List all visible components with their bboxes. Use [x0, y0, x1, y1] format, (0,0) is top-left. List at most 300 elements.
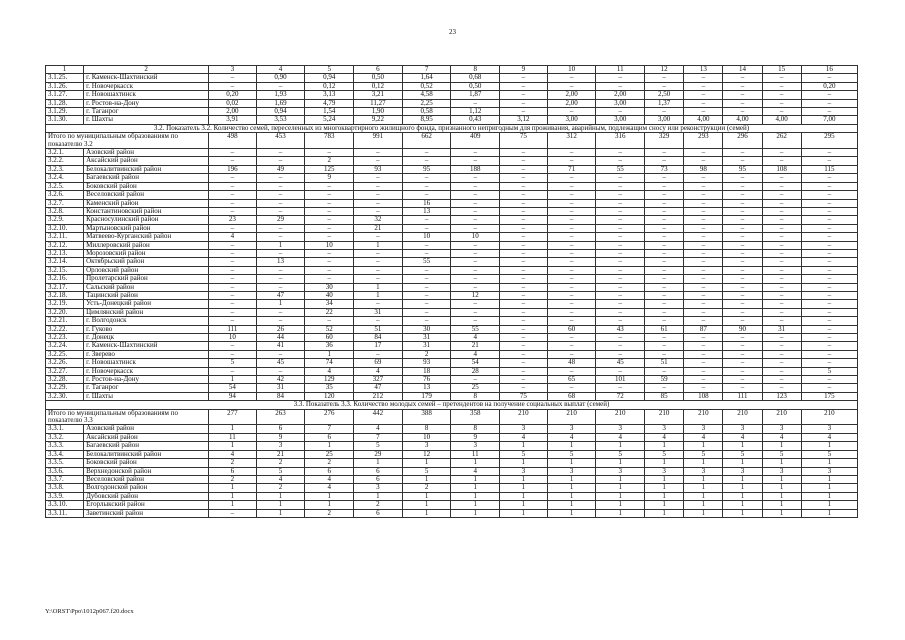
value-cell: 4 [209, 233, 257, 241]
municipality-cell: Сальский район [84, 283, 209, 291]
value-cell: – [762, 233, 801, 241]
value-cell: 95 [723, 165, 762, 173]
value-cell: – [500, 317, 548, 325]
value-cell: 25 [451, 384, 500, 392]
value-cell: – [354, 174, 403, 182]
value-cell: 212 [354, 392, 403, 400]
value-cell: – [305, 266, 354, 274]
value-cell: – [762, 350, 801, 358]
value-cell: 1 [596, 492, 645, 500]
row-number-cell: 3.3.11. [46, 509, 84, 517]
value-cell: 1 [723, 459, 762, 467]
indicator-table [45, 65, 858, 518]
municipality-cell: г. Таганрог [84, 384, 209, 392]
value-cell: 23 [209, 216, 257, 224]
file-path-footer: Y:\ORST\Ppo\1012p067.f20.docx [45, 608, 134, 615]
value-cell: 85 [645, 392, 684, 400]
value-cell: – [209, 82, 257, 90]
value-cell: 108 [762, 165, 801, 173]
page-number: 23 [449, 28, 456, 36]
value-cell: – [645, 241, 684, 249]
value-cell: 4,00 [762, 116, 801, 124]
table-row [46, 367, 858, 375]
municipality-cell: г. Ростов-на-Дону [84, 99, 209, 107]
municipality-cell: Егорлыкский район [84, 501, 209, 509]
value-cell: 13 [256, 258, 305, 266]
value-cell: – [684, 367, 723, 375]
value-cell: 51 [645, 359, 684, 367]
row-number-cell: 3.2.3. [46, 165, 84, 173]
value-cell: – [209, 367, 257, 375]
value-cell: – [256, 283, 305, 291]
value-cell: 4 [305, 367, 354, 375]
value-cell: – [500, 199, 548, 207]
value-cell: – [723, 291, 762, 299]
value-cell: 5 [645, 450, 684, 458]
value-cell: – [596, 350, 645, 358]
value-cell: – [256, 207, 305, 215]
municipality-cell: Волгодонской район [84, 484, 209, 492]
value-cell: – [500, 99, 548, 107]
value-cell: – [402, 300, 451, 308]
value-cell: 4 [354, 425, 403, 433]
value-cell: 61 [645, 325, 684, 333]
value-cell: – [645, 157, 684, 165]
value-cell: 6 [354, 509, 403, 517]
value-cell: – [451, 266, 500, 274]
value-cell: 1,12 [451, 108, 500, 116]
value-cell: 125 [305, 165, 354, 173]
value-cell: 47 [354, 384, 403, 392]
value-cell: – [723, 350, 762, 358]
value-cell: – [256, 249, 305, 257]
value-cell: – [684, 207, 723, 215]
value-cell: 3 [801, 425, 857, 433]
value-cell: 3,00 [596, 116, 645, 124]
column-number-cell: 13 [684, 66, 723, 74]
column-number-cell: 9 [500, 66, 548, 74]
value-cell: – [305, 258, 354, 266]
value-cell: – [596, 157, 645, 165]
value-cell: – [801, 291, 857, 299]
municipality-cell: г. Новочеркасск [84, 367, 209, 375]
value-cell: 10 [451, 233, 500, 241]
value-cell: – [801, 308, 857, 316]
value-cell: – [762, 174, 801, 182]
value-cell: 31 [762, 325, 801, 333]
municipality-cell: Красносулинский район [84, 216, 209, 224]
value-cell: – [256, 233, 305, 241]
value-cell: 98 [684, 165, 723, 173]
value-cell: – [596, 191, 645, 199]
value-cell: – [402, 317, 451, 325]
value-cell: – [402, 275, 451, 283]
value-cell: – [209, 509, 257, 517]
value-cell: – [209, 174, 257, 182]
value-cell: – [500, 308, 548, 316]
table-row [46, 149, 858, 157]
value-cell: 21 [354, 224, 403, 232]
row-number-cell: 3.2.11. [46, 233, 84, 241]
value-cell: – [209, 191, 257, 199]
value-cell: – [723, 182, 762, 190]
value-cell: 1 [305, 492, 354, 500]
row-number-cell: 3.2.29. [46, 384, 84, 392]
value-cell: 1 [451, 509, 500, 517]
value-cell: – [402, 249, 451, 257]
value-cell: 4 [354, 367, 403, 375]
row-number-cell: 3.2.22. [46, 325, 84, 333]
row-number-cell: 3.2.21. [46, 317, 84, 325]
value-cell: – [596, 275, 645, 283]
value-cell: 45 [256, 359, 305, 367]
value-cell: 1 [762, 501, 801, 509]
row-number-cell: 3.2.7. [46, 199, 84, 207]
value-cell: 1 [547, 509, 596, 517]
value-cell: – [209, 291, 257, 299]
value-cell: – [451, 249, 500, 257]
row-number-cell: 3.2.17. [46, 283, 84, 291]
row-number-cell: 3.2.2. [46, 157, 84, 165]
value-cell: – [256, 157, 305, 165]
value-cell: 5 [354, 442, 403, 450]
value-cell: – [596, 308, 645, 316]
value-cell: 129 [305, 376, 354, 384]
value-cell: – [500, 291, 548, 299]
table-row [46, 317, 858, 325]
value-cell: 3,00 [645, 116, 684, 124]
total-value-cell: 210 [596, 409, 645, 425]
value-cell: – [684, 91, 723, 99]
value-cell: 6 [354, 467, 403, 475]
value-cell: 0,58 [402, 108, 451, 116]
column-number-cell: 14 [723, 66, 762, 74]
value-cell: 3 [596, 425, 645, 433]
value-cell: – [801, 258, 857, 266]
value-cell: 111 [209, 325, 257, 333]
municipality-cell: Цимлянский район [84, 308, 209, 316]
value-cell: – [596, 182, 645, 190]
value-cell: – [354, 149, 403, 157]
value-cell: – [451, 258, 500, 266]
value-cell: 13 [402, 384, 451, 392]
total-value-cell: 296 [723, 133, 762, 149]
value-cell: 90 [723, 325, 762, 333]
value-cell: – [209, 317, 257, 325]
value-cell: 3 [547, 467, 596, 475]
value-cell: 1,37 [645, 99, 684, 107]
table-row [46, 199, 858, 207]
value-cell: 1 [547, 459, 596, 467]
value-cell: – [645, 233, 684, 241]
value-cell: 0,50 [354, 74, 403, 82]
value-cell: – [645, 182, 684, 190]
value-cell: – [645, 174, 684, 182]
table-row [46, 233, 858, 241]
municipality-cell: г. Ростов-на-Дону [84, 376, 209, 384]
value-cell: 1 [762, 509, 801, 517]
total-value-cell: 75 [500, 133, 548, 149]
value-cell: 3 [645, 467, 684, 475]
value-cell: 1 [402, 459, 451, 467]
value-cell: 1 [209, 501, 257, 509]
value-cell: – [256, 174, 305, 182]
table-row [46, 442, 858, 450]
value-cell: – [451, 174, 500, 182]
value-cell: – [596, 149, 645, 157]
value-cell: 1 [256, 300, 305, 308]
value-cell: – [547, 224, 596, 232]
row-number-cell: 3.2.30. [46, 392, 84, 400]
value-cell: 2 [305, 157, 354, 165]
value-cell: – [723, 149, 762, 157]
value-cell: – [801, 174, 857, 182]
value-cell: – [801, 157, 857, 165]
value-cell: 84 [256, 392, 305, 400]
value-cell: – [723, 258, 762, 266]
value-cell: – [547, 216, 596, 224]
value-cell: – [500, 74, 548, 82]
value-cell: 17 [354, 342, 403, 350]
row-number-cell: 3.3.3. [46, 442, 84, 450]
value-cell: 7,00 [801, 116, 857, 124]
value-cell: 21 [256, 450, 305, 458]
total-value-cell: 453 [256, 133, 305, 149]
value-cell: – [547, 367, 596, 375]
value-cell: 47 [256, 291, 305, 299]
row-number-cell: 3.3.4. [46, 450, 84, 458]
value-cell: 0,02 [209, 99, 257, 107]
value-cell: 4 [645, 433, 684, 441]
value-cell: 1 [500, 509, 548, 517]
value-cell: – [801, 350, 857, 358]
value-cell: – [645, 249, 684, 257]
value-cell: 25 [305, 450, 354, 458]
section-heading: 3.2. Показатель 3.2. Количество семей, переселенных из многоквартирного жилищного фонда, признанного непригодным для проживания, аварийным, подлежащим сносу или реконструкции (семей) [46, 124, 858, 132]
value-cell: – [500, 108, 548, 116]
value-cell: 101 [596, 376, 645, 384]
value-cell: 59 [645, 376, 684, 384]
value-cell: 1 [801, 475, 857, 483]
value-cell: 3 [801, 467, 857, 475]
value-cell: 1 [209, 376, 257, 384]
row-number-cell: 3.2.9. [46, 216, 84, 224]
value-cell: – [402, 266, 451, 274]
value-cell: 1 [354, 283, 403, 291]
row-number-cell: 3.2.16. [46, 275, 84, 283]
table-row [46, 501, 858, 509]
value-cell: 1 [723, 442, 762, 450]
column-number-cell: 16 [801, 66, 857, 74]
value-cell: 10 [209, 334, 257, 342]
value-cell: – [684, 291, 723, 299]
column-number-cell: 5 [305, 66, 354, 74]
value-cell: 3 [596, 467, 645, 475]
value-cell: 1 [547, 501, 596, 509]
total-label: Итого по муниципальным образованиям по показателю 3.3 [46, 409, 209, 425]
value-cell: 1 [500, 442, 548, 450]
value-cell: – [256, 275, 305, 283]
value-cell: – [801, 325, 857, 333]
table-row [46, 392, 858, 400]
value-cell: 2,00 [547, 99, 596, 107]
value-cell: – [547, 241, 596, 249]
table-row [46, 165, 858, 173]
value-cell: – [402, 157, 451, 165]
value-cell: 1 [762, 459, 801, 467]
value-cell: – [209, 275, 257, 283]
value-cell: – [547, 174, 596, 182]
value-cell: – [305, 233, 354, 241]
value-cell: 3 [762, 467, 801, 475]
value-cell: – [547, 199, 596, 207]
municipality-cell: Матвеево-Курганский район [84, 233, 209, 241]
value-cell: – [500, 174, 548, 182]
municipality-cell: Аксайский район [84, 157, 209, 165]
value-cell: 1 [451, 501, 500, 509]
value-cell: 60 [305, 334, 354, 342]
value-cell: 3 [723, 425, 762, 433]
value-cell: 1 [684, 484, 723, 492]
value-cell: 1 [402, 492, 451, 500]
value-cell: 4 [305, 484, 354, 492]
table-row [46, 492, 858, 500]
value-cell: – [209, 258, 257, 266]
value-cell: – [305, 199, 354, 207]
value-cell: – [500, 182, 548, 190]
value-cell: – [209, 74, 257, 82]
value-cell: – [354, 191, 403, 199]
value-cell: 2,00 [547, 91, 596, 99]
value-cell: 1 [723, 501, 762, 509]
value-cell: – [500, 367, 548, 375]
municipality-cell: г. Гуково [84, 325, 209, 333]
value-cell: – [762, 384, 801, 392]
value-cell: – [547, 233, 596, 241]
municipality-cell: г. Волгодонск [84, 317, 209, 325]
total-value-cell: 409 [451, 133, 500, 149]
value-cell: 3,12 [500, 116, 548, 124]
value-cell: – [547, 317, 596, 325]
value-cell: – [256, 199, 305, 207]
value-cell: 123 [762, 392, 801, 400]
value-cell: – [305, 191, 354, 199]
value-cell: – [801, 182, 857, 190]
row-number-cell: 3.3.8. [46, 484, 84, 492]
value-cell: – [500, 91, 548, 99]
table-row [46, 108, 858, 116]
value-cell: – [305, 224, 354, 232]
value-cell: 13 [402, 207, 451, 215]
value-cell: 1 [801, 492, 857, 500]
value-cell: 1 [723, 484, 762, 492]
value-cell: – [547, 342, 596, 350]
value-cell: 87 [684, 325, 723, 333]
value-cell: 4 [451, 334, 500, 342]
table-row [46, 509, 858, 517]
value-cell: 1 [596, 459, 645, 467]
value-cell: 34 [305, 300, 354, 308]
value-cell: 48 [547, 359, 596, 367]
value-cell: – [500, 233, 548, 241]
value-cell: – [547, 283, 596, 291]
value-cell: 6 [209, 467, 257, 475]
value-cell: – [762, 157, 801, 165]
total-value-cell: 329 [645, 133, 684, 149]
row-number-cell: 3.2.4. [46, 174, 84, 182]
value-cell: – [684, 216, 723, 224]
value-cell: 4,58 [402, 91, 451, 99]
value-cell: – [801, 376, 857, 384]
value-cell: – [762, 308, 801, 316]
value-cell: 1 [402, 475, 451, 483]
value-cell: 196 [209, 165, 257, 173]
value-cell: 35 [305, 384, 354, 392]
value-cell: – [762, 99, 801, 107]
total-value-cell: 388 [402, 409, 451, 425]
value-cell: – [723, 99, 762, 107]
total-value-cell: 991 [354, 133, 403, 149]
row-number-cell: 3.2.10. [46, 224, 84, 232]
value-cell: 42 [256, 376, 305, 384]
municipality-cell: г. Новошахтинск [84, 91, 209, 99]
row-number-cell: 3.2.13. [46, 249, 84, 257]
value-cell: 5 [596, 450, 645, 458]
value-cell: – [723, 317, 762, 325]
value-cell: 36 [305, 342, 354, 350]
value-cell: – [684, 149, 723, 157]
value-cell: 4 [547, 433, 596, 441]
value-cell: – [684, 266, 723, 274]
value-cell: – [645, 283, 684, 291]
value-cell: – [209, 350, 257, 358]
value-cell: – [645, 207, 684, 215]
value-cell: 1 [596, 509, 645, 517]
value-cell: – [645, 350, 684, 358]
value-cell: – [723, 241, 762, 249]
row-number-cell: 3.2.20. [46, 308, 84, 316]
value-cell: 3,13 [305, 91, 354, 99]
municipality-cell: Веселовский район [84, 191, 209, 199]
value-cell: – [762, 359, 801, 367]
table-row [46, 325, 858, 333]
value-cell: – [596, 199, 645, 207]
value-cell: 54 [209, 384, 257, 392]
value-cell: – [209, 199, 257, 207]
municipality-cell: Константиновский район [84, 207, 209, 215]
value-cell: – [762, 82, 801, 90]
value-cell: – [801, 359, 857, 367]
value-cell: 93 [402, 359, 451, 367]
municipality-cell: Усть-Донецкий район [84, 300, 209, 308]
value-cell: – [596, 266, 645, 274]
table-row [46, 484, 858, 492]
value-cell: 4 [801, 433, 857, 441]
value-cell: 1 [256, 492, 305, 500]
value-cell: 60 [547, 325, 596, 333]
municipality-cell: г. Новошахтинск [84, 359, 209, 367]
value-cell: – [762, 207, 801, 215]
value-cell: 108 [684, 392, 723, 400]
value-cell: – [684, 74, 723, 82]
value-cell: 10 [402, 233, 451, 241]
value-cell: – [256, 182, 305, 190]
total-value-cell: 293 [684, 133, 723, 149]
value-cell: – [645, 258, 684, 266]
value-cell: – [684, 182, 723, 190]
value-cell: 32 [354, 216, 403, 224]
value-cell: – [723, 384, 762, 392]
